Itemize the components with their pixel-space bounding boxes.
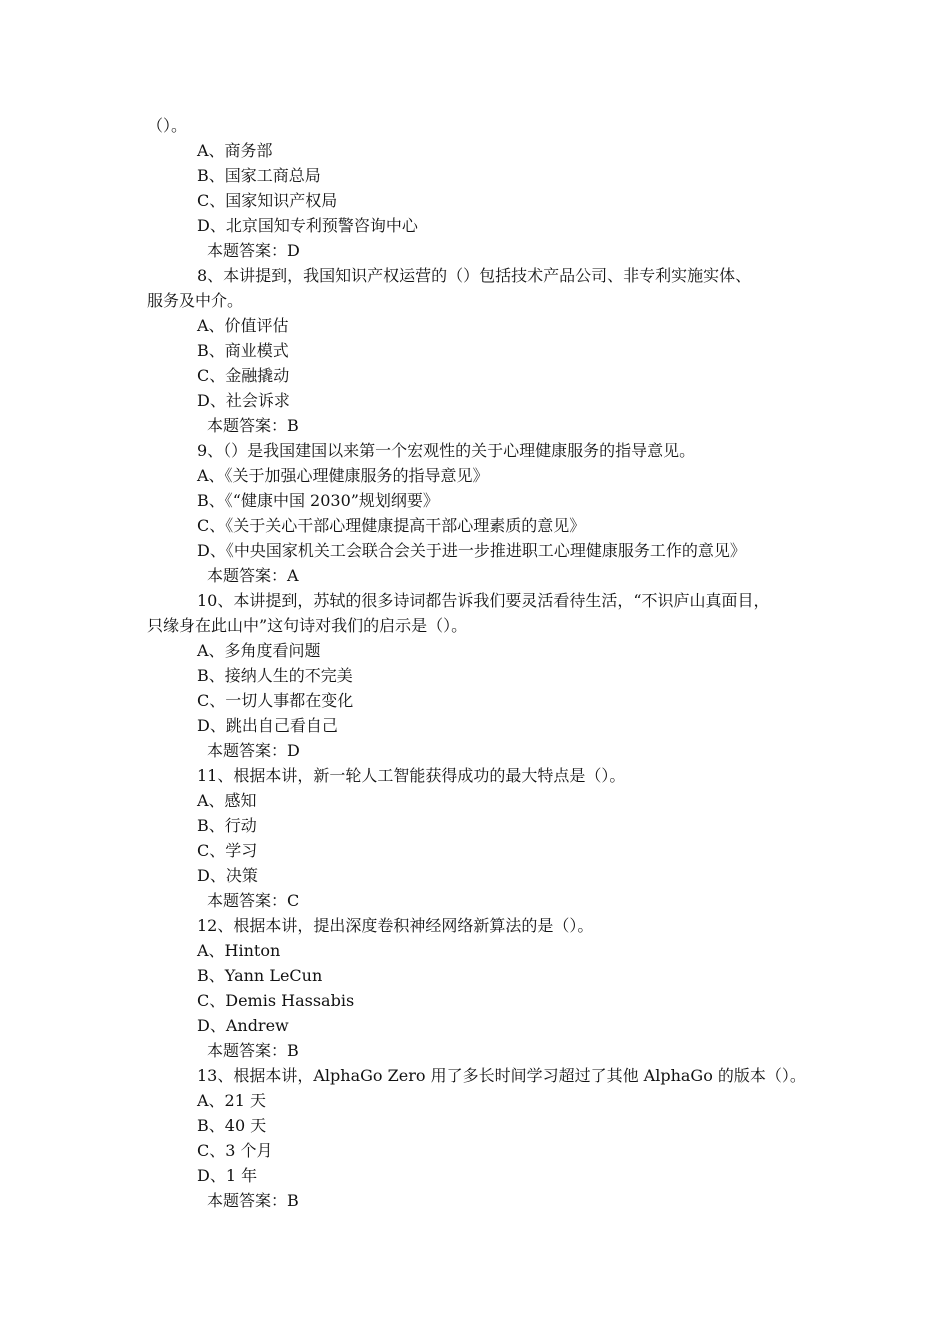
option-d: D、《中央国家机关工会联合会关于进一步推进职工心理健康服务工作的意见》 <box>197 541 746 560</box>
option-a: A、Hinton <box>197 941 281 960</box>
option-a: A、价值评估 <box>197 316 289 335</box>
option-b: B、接纳人生的不完美 <box>197 666 353 685</box>
option-d: D、社会诉求 <box>197 391 290 410</box>
question-continuation: 只缘身在此山中”这句诗对我们的启示是（）。 <box>147 616 468 635</box>
option-b: B、行动 <box>197 816 257 835</box>
option-a: A、商务部 <box>197 141 273 160</box>
option-c: C、一切人事都在变化 <box>197 691 354 710</box>
option-d: D、决策 <box>197 866 258 885</box>
question-8: 8、本讲提到，我国知识产权运营的（）包括技术产品公司、非专利实施实体、 <box>197 266 752 285</box>
option-a: A、多角度看问题 <box>197 641 321 660</box>
question-12: 12、根据本讲，提出深度卷积神经网络新算法的是（）。 <box>197 916 594 935</box>
option-d: D、跳出自己看自己 <box>197 716 338 735</box>
answer-line: 本题答案：C <box>207 891 300 910</box>
question-9: 9、（）是我国建国以来第一个宏观性的关于心理健康服务的指导意见。 <box>197 441 696 460</box>
option-d: D、北京国知专利预警咨询中心 <box>197 216 418 235</box>
question-11: 11、根据本讲，新一轮人工智能获得成功的最大特点是（）。 <box>197 766 626 785</box>
option-b: B、国家工商总局 <box>197 166 321 185</box>
option-a: A、21 天 <box>197 1091 267 1110</box>
option-d: D、1 年 <box>197 1166 258 1185</box>
answer-line: 本题答案：D <box>207 241 300 260</box>
option-c: C、金融撬动 <box>197 366 290 385</box>
document-page <box>0 113 950 1213</box>
option-d: D、Andrew <box>197 1016 289 1035</box>
answer-line: 本题答案：D <box>207 741 300 760</box>
option-c: C、学习 <box>197 841 258 860</box>
answer-line: 本题答案：B <box>207 416 299 435</box>
answer-line: 本题答案：A <box>207 566 299 585</box>
answer-line: 本题答案：B <box>207 1191 299 1210</box>
question-continuation: （）。 <box>147 116 188 135</box>
question-13: 13、根据本讲，AlphaGo Zero 用了多长时间学习超过了其他 AlphaGo 的版本（）。 <box>197 1066 806 1085</box>
option-a: A、《关于加强心理健康服务的指导意见》 <box>197 466 489 485</box>
option-a: A、感知 <box>197 791 257 810</box>
option-b: B、40 天 <box>197 1116 267 1135</box>
option-c: C、国家知识产权局 <box>197 191 338 210</box>
option-c: C、3 个月 <box>197 1141 273 1160</box>
option-b: B、Yann LeCun <box>197 966 323 985</box>
option-c: C、Demis Hassabis <box>197 991 355 1010</box>
option-c: C、《关于关心干部心理健康提高干部心理素质的意见》 <box>197 516 586 535</box>
option-b: B、《“健康中国 2030”规划纲要》 <box>197 491 439 510</box>
option-b: B、商业模式 <box>197 341 289 360</box>
answer-line: 本题答案：B <box>207 1041 299 1060</box>
question-continuation: 服务及中介。 <box>147 291 244 310</box>
question-10: 10、本讲提到，苏轼的很多诗词都告诉我们要灵活看待生活，“不识庐山真面目， <box>197 591 770 610</box>
